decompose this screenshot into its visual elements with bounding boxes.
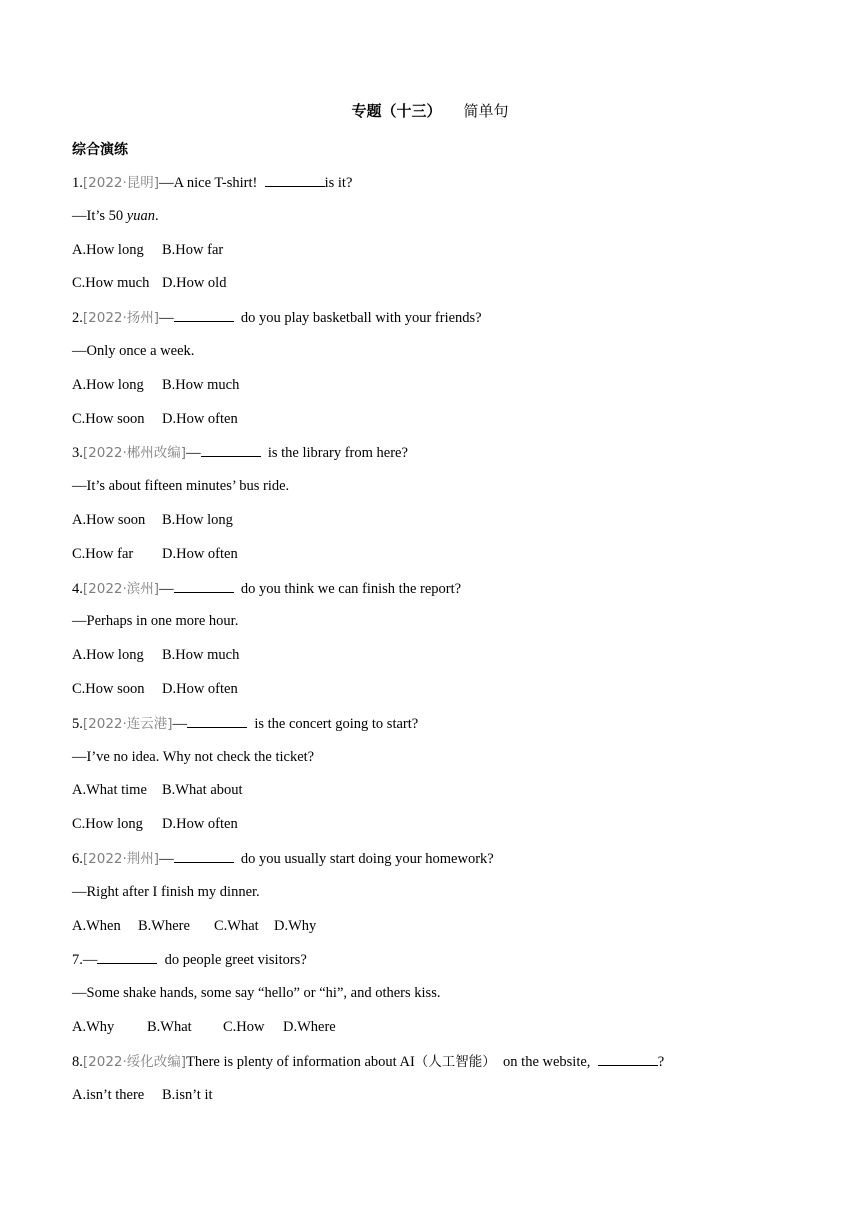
title-main: 专题（十三） <box>351 102 442 120</box>
question-7-options <box>72 1017 792 1051</box>
question-source: [2022·郴州改编] <box>82 445 187 462</box>
question-2-stem: 2.[2022·扬州]— do you play basketball with your friends? <box>72 307 792 341</box>
answer-blank <box>598 1051 658 1066</box>
question-4-options-ab <box>72 645 792 679</box>
question-2-options-cd <box>72 409 792 443</box>
question-1-options-ab <box>72 240 792 274</box>
option-c: C.How <box>223 1018 265 1035</box>
question-6-stem: 6.[2022·荆州]— do you usually start doing your homework? <box>72 848 792 882</box>
option-d: D.How often <box>162 816 238 833</box>
option-d: D.How often <box>162 410 238 427</box>
answer-blank <box>174 578 234 593</box>
option-c: C.How long <box>72 816 143 833</box>
answer-blank <box>187 713 247 728</box>
section-heading: 综合演练 <box>72 142 128 158</box>
question-3-options-cd <box>72 544 792 578</box>
question-source: [2022·昆明] <box>82 175 160 191</box>
option-c: C.What <box>214 917 259 934</box>
answer-blank <box>201 442 261 457</box>
question-5-options-cd <box>72 814 792 848</box>
option-a: A.How long <box>72 647 144 664</box>
option-a: A.How long <box>72 376 144 393</box>
question-7-reply: —Some shake hands, some say “hello” or “hi”, and others kiss. <box>72 985 441 1002</box>
page-title <box>0 100 860 121</box>
option-c: C.How soon <box>72 410 145 427</box>
question-3-stem: 3.[2022·郴州改编]— is the library from here? <box>72 442 792 476</box>
option-c: C.How far <box>72 545 134 562</box>
question-6-options <box>72 916 792 950</box>
question-source: [2022·连云港] <box>82 715 173 732</box>
question-5-stem: 5.[2022·连云港]— is the concert going to start? <box>72 713 792 747</box>
option-a: A.How long <box>72 241 144 258</box>
question-6-reply: —Right after I finish my dinner. <box>72 883 260 900</box>
option-c: C.How soon <box>72 680 145 697</box>
option-b: B.Where <box>138 917 190 934</box>
option-d: D.Where <box>283 1018 336 1035</box>
question-3-reply: —It’s about fifteen minutes’ bus ride. <box>72 478 290 495</box>
title-sub: 简单句 <box>463 102 509 120</box>
option-b: B.What about <box>162 782 243 799</box>
question-4-options-cd <box>72 679 792 713</box>
option-a: A.isn’t there <box>72 1086 145 1103</box>
option-a: A.What time <box>72 782 147 799</box>
question-source: [2022·绥化改编] <box>82 1053 187 1070</box>
option-b: B.What <box>147 1018 192 1035</box>
option-a: A.When <box>72 917 121 934</box>
option-a: A.How soon <box>72 511 146 528</box>
question-5-options-ab <box>72 780 792 814</box>
option-b: B.isn’t it <box>162 1086 213 1103</box>
question-list <box>72 172 792 1118</box>
option-a: A.Why <box>72 1018 115 1035</box>
option-d: D.How often <box>162 680 238 697</box>
question-8-stem: 8.[2022·绥化改编]There is plenty of information about AI（人工智能） on the website, ? <box>72 1051 792 1085</box>
option-b: B.How long <box>162 511 233 528</box>
option-d: D.How often <box>162 545 238 562</box>
question-1-reply: —It’s 50 yuan. <box>72 207 159 224</box>
question-2-options-ab <box>72 375 792 409</box>
question-source: [2022·荆州] <box>82 850 160 867</box>
answer-blank <box>265 172 325 187</box>
question-7-stem: 7.— do people greet visitors? <box>72 949 792 983</box>
option-b: B.How much <box>162 376 240 393</box>
option-b: B.How far <box>162 241 224 258</box>
question-4-reply: —Perhaps in one more hour. <box>72 613 239 630</box>
answer-blank <box>174 307 234 322</box>
question-5-reply: —I’ve no idea. Why not check the ticket? <box>72 748 315 765</box>
option-d: D.How old <box>162 275 227 292</box>
question-1-options-cd <box>72 273 792 307</box>
question-1-stem: 1.[2022·昆明]—A nice T-shirt! is it? <box>72 172 792 206</box>
question-4-stem: 4.[2022·滨州]— do you think we can finish the report? <box>72 578 792 612</box>
answer-blank <box>97 949 157 964</box>
option-c: C.How much <box>72 275 150 292</box>
question-3-options-ab <box>72 510 792 544</box>
answer-blank <box>174 848 234 863</box>
question-8-options <box>72 1085 792 1119</box>
question-2-reply: —Only once a week. <box>72 342 195 359</box>
option-b: B.How much <box>162 647 240 664</box>
question-source: [2022·滨州] <box>82 580 160 597</box>
question-source: [2022·扬州] <box>82 310 160 327</box>
option-d: D.Why <box>274 917 317 934</box>
